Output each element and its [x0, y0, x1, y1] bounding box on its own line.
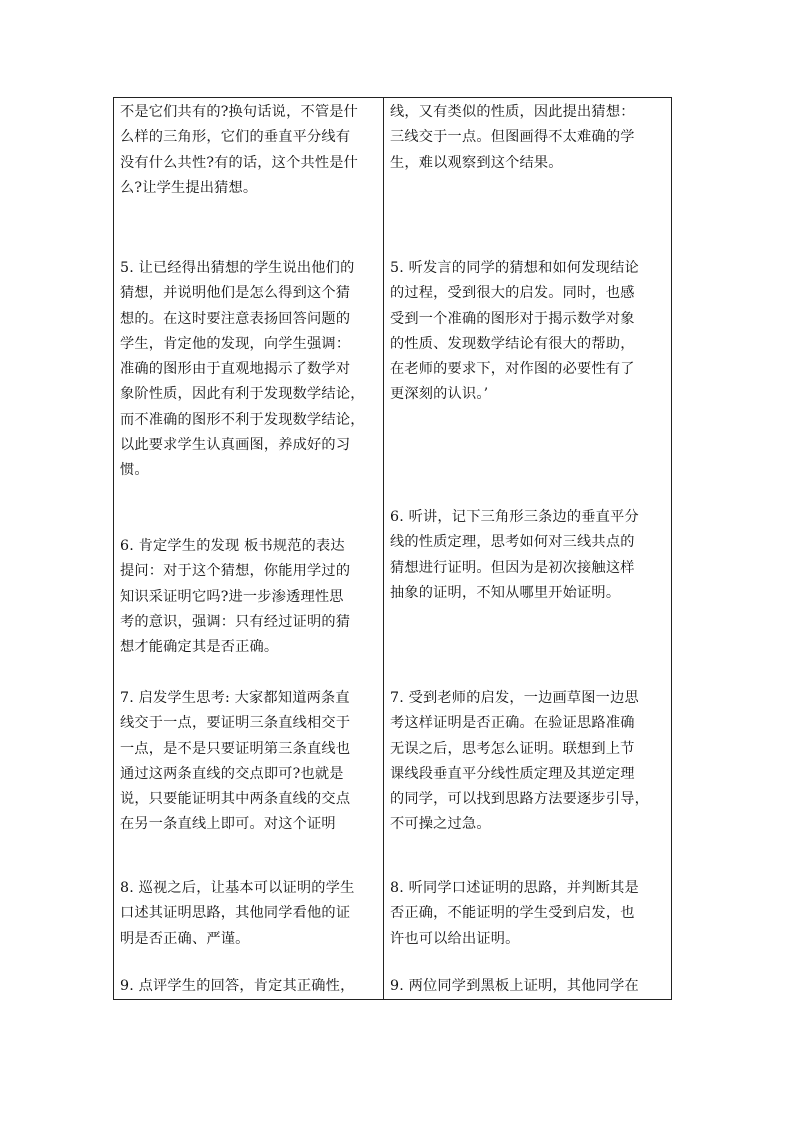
text-line: 无误之后，思考怎么证明。联想到上节: [390, 740, 635, 757]
text-line: 说，只要能证明其中两条直线的交点: [120, 791, 351, 808]
text-line: 以此要求学生认真画图，养成好的习: [120, 437, 351, 454]
text-line: 许也可以给出证明。: [390, 930, 520, 947]
text-line: 在另一条直线上即可。对这个证明: [120, 816, 336, 833]
text-line: 猜想进行证明。但因为是初次接触这样: [390, 559, 635, 576]
text-line: 受到一个准确的图形对于揭示数学对象: [390, 310, 635, 327]
text-line: 想才能确定其是否正确。: [120, 639, 279, 656]
text-line: 7. 受到老师的启发，一边画草图一边思: [390, 690, 639, 706]
text-line: 明是否正确、严谨。: [120, 930, 250, 947]
student-paragraph-8: [390, 876, 668, 952]
text-line: 么?让学生提出猜想。: [120, 179, 258, 196]
text-line: 象阶性质，因此有利于发现数学结论，: [120, 386, 365, 403]
text-line: 抽象的证明，不知从哪里开始证明。: [390, 584, 621, 601]
text-line: 8. 听同学口述证明的思路，并判断其是: [390, 880, 639, 896]
text-line: 在老师的要求下，对作图的必要性有了: [390, 361, 635, 378]
text-line: 不可操之过急。: [390, 816, 491, 833]
text-line: 6. 听讲，记下三角形三条边的垂直平分: [390, 509, 639, 525]
text-line: 三线交于一点。但图画得不太难确的学: [390, 129, 635, 146]
text-line: 线的性质定理，思考如何对三线共点的: [390, 534, 635, 551]
text-line: 通过这两条直线的交点即可?也就是: [120, 765, 344, 782]
text-line: 提问：对于这个猜想，你能用学过的: [120, 563, 351, 580]
teacher-paragraph-6: [120, 534, 380, 660]
student-paragraph-5: [390, 256, 668, 408]
text-line: 不是它们共有的?换句话说，不管是什: [120, 104, 359, 120]
text-line: 5. 听发言的同学的猜想和如何发现结论: [390, 260, 639, 276]
text-line: 而不准确的图形不利于发现数学结论，: [120, 411, 365, 428]
text-line: 口述其证明思路，其他同学看他的证: [120, 905, 351, 922]
student-paragraph-7: [390, 686, 668, 838]
text-line: 更深刻的认识。’: [390, 386, 489, 403]
text-line: 知识采证明它吗?进一步渗透理性思: [120, 588, 344, 605]
text-line: 5. 让已经得出猜想的学生说出他们的: [120, 260, 355, 276]
teacher-paragraph-9: [120, 974, 380, 999]
text-line: 的同学，可以找到思路方法要逐步引导，: [390, 791, 649, 808]
text-line: 的性质、发现数学结论有很大的帮助，: [390, 335, 635, 352]
lesson-plan-table: [113, 97, 672, 1000]
student-paragraph-6: [390, 505, 668, 606]
text-line: 8. 巡视之后，让基本可以证明的学生: [120, 880, 355, 896]
text-line: 没有什么共性?有的话，这个共性是什: [120, 154, 359, 171]
teacher-paragraph-5: [120, 256, 380, 484]
student-activity-column: [384, 98, 671, 999]
text-line: 6. 肯定学生的发现 板书规范的表达: [120, 538, 345, 554]
text-line: 9. 两位同学到黑板上证明，其他同学在: [390, 978, 639, 994]
text-line: 7. 启发学生思考: 大家都知道两条直: [120, 690, 350, 706]
text-line: 么样的三角形，它们的垂直平分线有: [120, 129, 351, 146]
text-line: 线交于一点，要证明三条直线相交于: [120, 715, 351, 732]
text-line: 的过程，受到很大的启发。同时，也感: [390, 285, 635, 302]
text-line: 想的。在这时要注意表扬回答问题的: [120, 310, 351, 327]
text-line: 学生，肯定他的发现，向学生强调：: [120, 335, 351, 352]
text-line: 猜想，并说明他们是怎么得到这个猜: [120, 285, 351, 302]
teacher-paragraph-1: [120, 100, 380, 201]
text-line: 线，又有类似的性质，因此提出猜想：: [390, 104, 635, 120]
text-line: 生，难以观察到这个结果。: [390, 154, 563, 171]
text-line: 考的意识，强调：只有经过证明的猜: [120, 613, 351, 630]
text-line: 准确的图形由于直观地揭示了数学对: [120, 361, 351, 378]
teacher-activity-column: [114, 98, 384, 999]
text-line: 课线段垂直平分线性质定理及其逆定理: [390, 765, 635, 782]
text-line: 惯。: [120, 462, 149, 479]
teacher-paragraph-7: [120, 686, 380, 838]
text-line: 考这样证明是否正确。在验证思路准确: [390, 715, 635, 732]
student-paragraph-1: [390, 100, 668, 176]
student-paragraph-9: [390, 974, 668, 999]
text-line: 否正确，不能证明的学生受到启发，也: [390, 905, 635, 922]
text-line: 9. 点评学生的回答，肯定其正确性，: [120, 978, 355, 994]
teacher-paragraph-8: [120, 876, 380, 952]
text-line: 一点，是不是只要证明第三条直线也: [120, 740, 351, 757]
